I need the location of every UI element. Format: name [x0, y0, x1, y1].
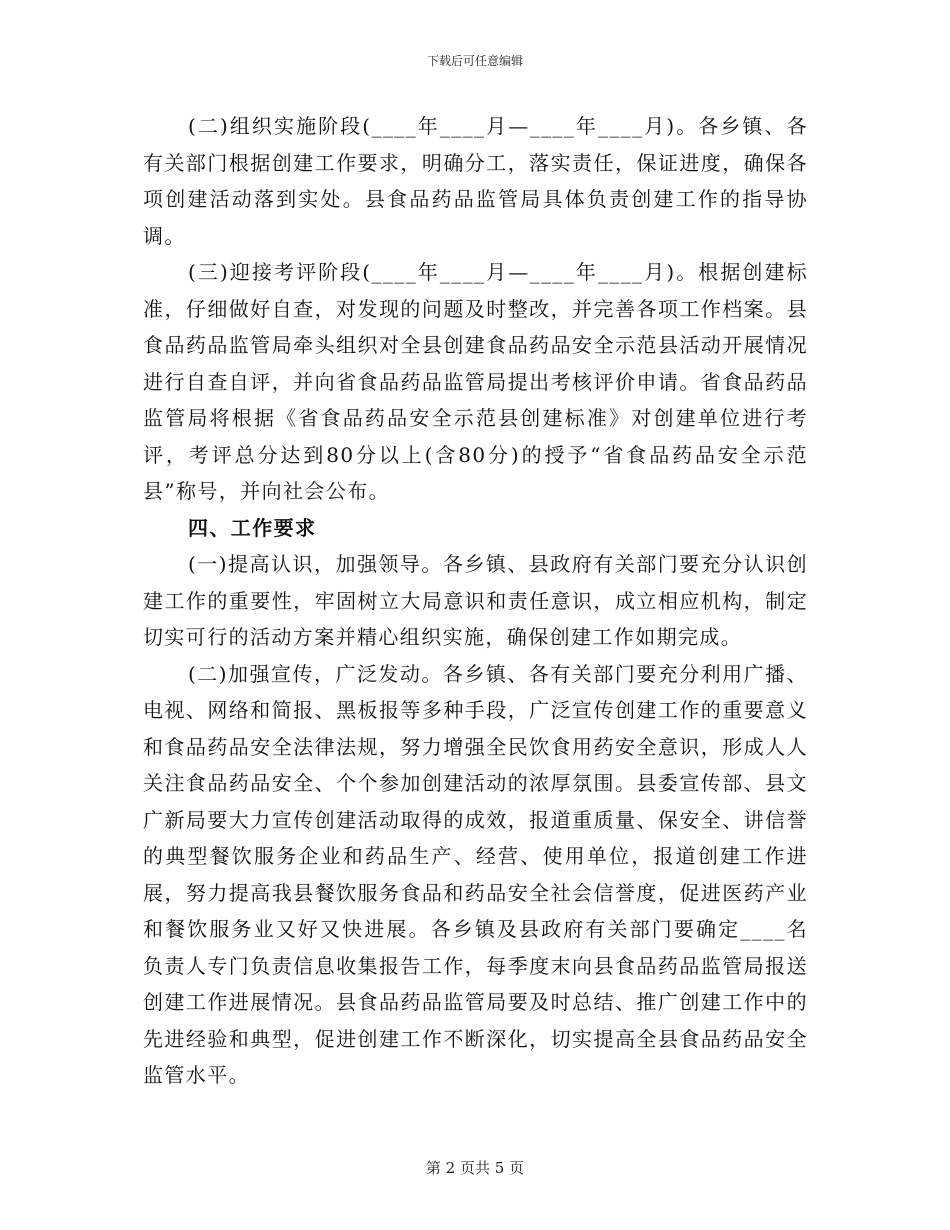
- paragraph-implementation-stage: (二)组织实施阶段(____年____月—____年____月)。各乡镇、各有关部门根据创建工作要求，明确分工，落实责任，保证进度，确保各项创建活动落到实处。县食品药品监管局具体负责创建工作的指导协调。: [143, 114, 808, 248]
- paragraph-raise-awareness: (一)提高认识，加强领导。各乡镇、县政府有关部门要充分认识创建工作的重要性，牢固树立大局意识和责任意识，成立相应机构，制定切实可行的活动方案并精心组织实施，确保创建工作如期完成。: [143, 552, 808, 649]
- section-heading-work-requirements: 四、工作要求: [188, 515, 317, 540]
- paragraph-publicity: (二)加强宣传，广泛发动。各乡镇、各有关部门要充分利用广播、电视、网络和简报、黑板报等多种手段，广泛宣传创建工作的重要意义和食品药品安全法律法规，努力增强全民饮食用药安全意识，形成人人关注食品药品安全、个个参加创建活动的浓厚氛围。县委宣传部、县文广新局要大力宣传创建活动取得的成效，报道重质量、保安全、讲信誉的典型餐饮服务企业和药品生产、经营、使用单位，报道创建工作进展，努力提高我县餐饮服务食品和药品安全社会信誉度，促进医药产业和餐饮服务业又好又快进展。各乡镇及县政府有关部门要确定____名负责人专门负责信息收集报告工作，每季度末向县食品药品监管局报送创建工作进展情况。县食品药品监管局要及时总结、推广创建工作中的先进经验和典型，促进创建工作不断深化，切实提高全县食品药品安全监管水平。: [143, 661, 808, 1087]
- paragraph-evaluation-stage: (三)迎接考评阶段(____年____月—____年____月)。根据创建标准，仔细做好自查，对发现的问题及时整改，并完善各项工作档案。县食品药品监管局牵头组织对全县创建食品药品安全示范县活动开展情况进行自查自评，并向省食品药品监管局提出考核评价申请。省食品药品监管局将根据《省食品药品安全示范县创建标准》对创建单位进行考评，考评总分达到80分以上(含80分)的授予“省食品药品安全示范县”称号，并向社会公布。: [143, 260, 808, 503]
- document-body: [143, 108, 808, 1094]
- page-header: 下载后可任意编辑: [426, 54, 523, 68]
- page-footer: 第 2 页共 5 页: [425, 1159, 525, 1177]
